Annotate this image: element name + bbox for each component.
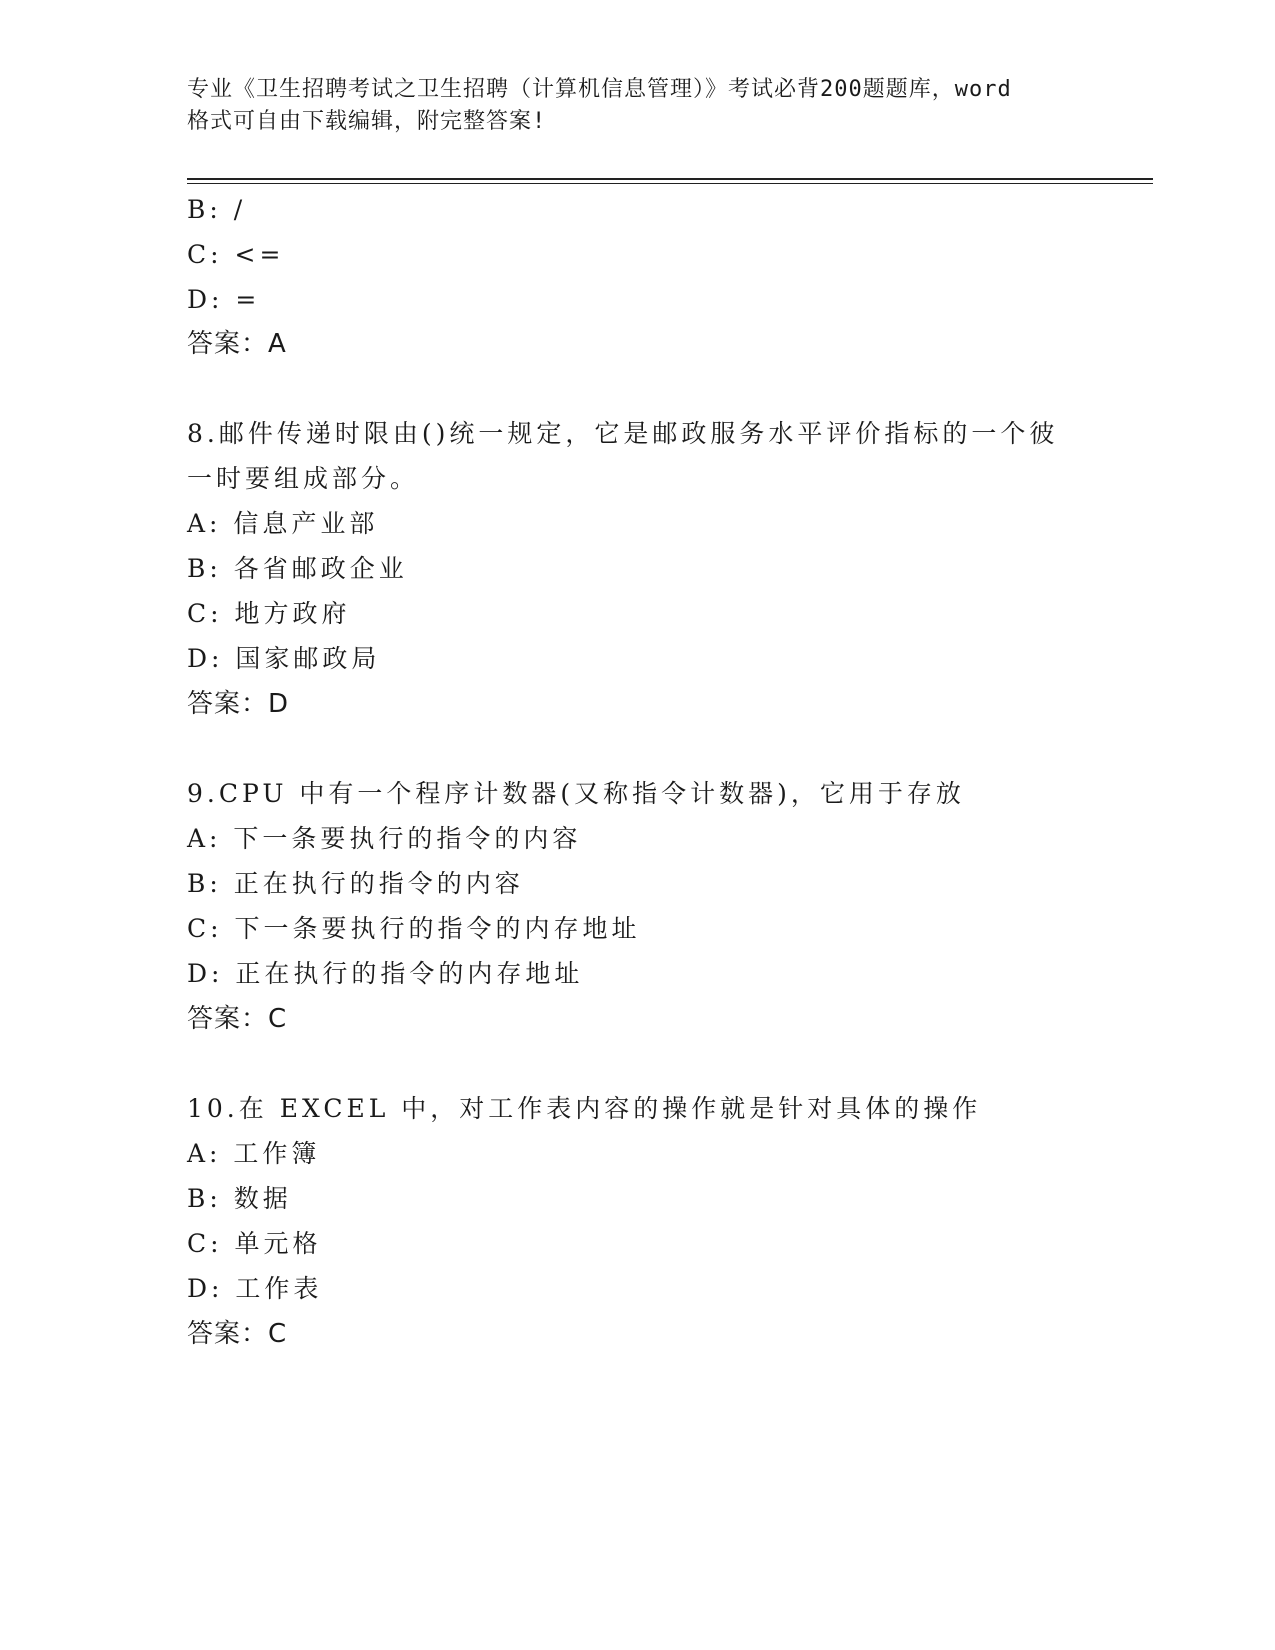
q9-option-c: C: 下一条要执行的指令的内存地址 [187, 914, 641, 943]
q9-stem: 9.CPU 中有一个程序计数器(又称指令计数器)，它用于存放 [187, 779, 965, 808]
q8-stem-line-2: 一时要组成部分。 [187, 464, 420, 493]
q8-option-a: A: 信息产业部 [187, 509, 379, 538]
document-header [187, 74, 1087, 138]
q10-option-b: B: 数据 [187, 1184, 292, 1213]
header-divider-thick [187, 178, 1153, 180]
q9-option-d: D: 正在执行的指令的内存地址 [187, 959, 584, 988]
q7-option-d: D: = [187, 285, 261, 314]
q8-option-d: D: 国家邮政局 [187, 644, 381, 673]
header-divider-thin [187, 183, 1153, 184]
q10-option-d: D: 工作表 [187, 1274, 323, 1303]
q8-option-c: C: 地方政府 [187, 599, 351, 628]
q9-option-b: B: 正在执行的指令的内容 [187, 869, 524, 898]
q7-answer: 答案：A [187, 329, 287, 359]
q9-answer: 答案：C [187, 1004, 288, 1034]
q8-stem-line-1: 8.邮件传递时限由()统一规定，它是邮政服务水平评价指标的一个彼 [187, 419, 1059, 448]
q8-option-b: B: 各省邮政企业 [187, 554, 408, 583]
q10-option-c: C: 单元格 [187, 1229, 322, 1258]
q10-stem: 10.在 EXCEL 中，对工作表内容的操作就是针对具体的操作 [187, 1094, 982, 1123]
q10-option-a: A: 工作簿 [187, 1139, 321, 1168]
q7-option-b: B: / [187, 195, 247, 224]
q9-option-a: A: 下一条要执行的指令的内容 [187, 824, 582, 853]
header-line-1: 专业《卫生招聘考试之卫生招聘（计算机信息管理）》考试必背200题题库，word [187, 77, 1012, 102]
q7-option-c: C: <= [187, 240, 285, 269]
header-line-2: 格式可自由下载编辑，附完整答案! [187, 109, 547, 134]
q10-answer: 答案：C [187, 1319, 288, 1349]
q8-answer: 答案：D [187, 689, 290, 719]
